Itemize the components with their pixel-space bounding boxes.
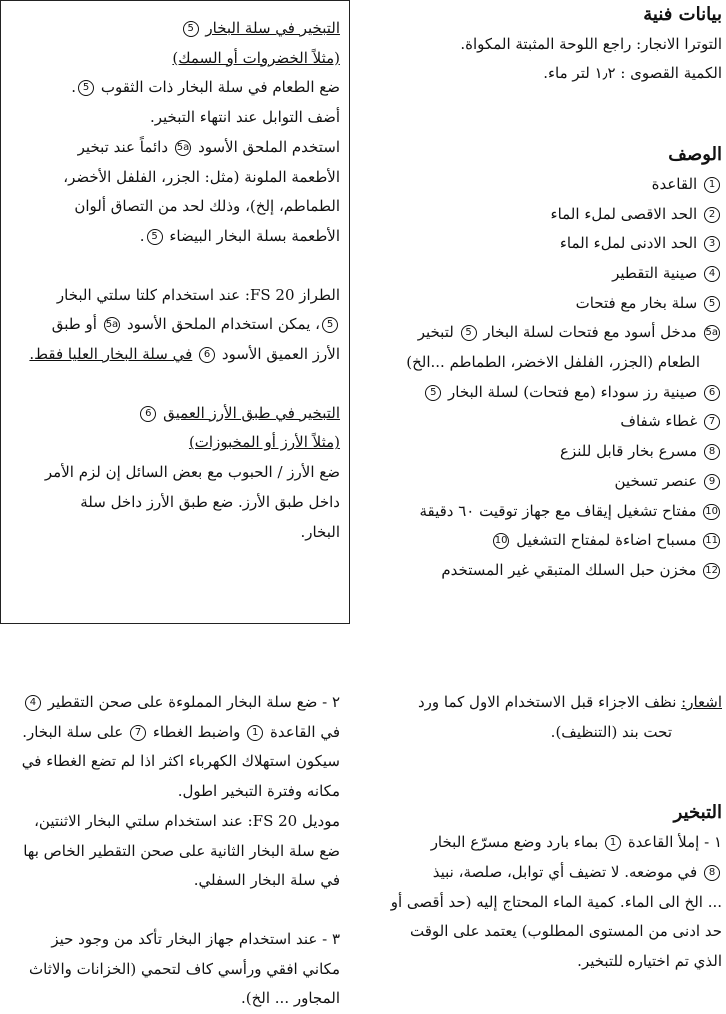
rice-bowl-title: التبخير في طبق الأرز العميق 6 bbox=[10, 399, 340, 429]
description-item: 11 مسباح اضاءة لمفتاح التشغيل 10 bbox=[494, 531, 718, 550]
technical-description-column bbox=[370, 0, 722, 586]
step-line: في سلة البخار السفلي. bbox=[193, 871, 340, 890]
description-item: 8 مسرع بخار قابل للنزع bbox=[370, 437, 722, 467]
steaming-line: 8 في موضعه. لا تضيف أي توابل، صلصة، نبيذ bbox=[380, 858, 722, 888]
box-line: داخل طبق الأرز. ضع طبق الأرز داخل سلة bbox=[80, 492, 340, 511]
step-line: في القاعدة 1 واضبط الغطاء 7 على سلة البخار. bbox=[22, 722, 340, 741]
box-line: الأرز العميق الأسود 6 في سلة البخار العليا فقط. bbox=[29, 345, 340, 364]
step-line: سيكون استهلاك الكهرباء اكثر اذا لم تضع الغطاء في bbox=[21, 752, 340, 771]
warning-steaming-column bbox=[380, 688, 722, 977]
description-title: الوصف bbox=[668, 144, 722, 166]
box-line: الأطعمة الملونة (مثل: الجزر، الفلفل الأخضر، bbox=[63, 167, 340, 186]
warning-line: اشعار: نظف الاجزاء قبل الاستخدام الاول كما ورد bbox=[417, 693, 722, 711]
steaming-line: ١ - إملأ القاعدة 1 بماء بارد وضع مسرّع البخار bbox=[430, 833, 722, 852]
description-item: 2 الحد الاقصى لملء الماء bbox=[370, 200, 722, 230]
step-line: ٢ - ضع سلة البخار المملوءة على صحن التقطير 4 bbox=[4, 688, 340, 718]
steaming-title: التبخير bbox=[673, 802, 722, 824]
steps-column bbox=[4, 688, 340, 1014]
steaming-line: حد ادنى من المستوى المطلوب) يعتمد على الوقت bbox=[410, 922, 722, 941]
warning-label: اشعار: bbox=[681, 693, 722, 711]
box-line: الطراز FS 20: عند استخدام كلتا سلتي البخار bbox=[56, 285, 340, 304]
basket-steaming-subtitle: (مثلاً الخضروات أو السمك) bbox=[172, 48, 340, 67]
tech-data-title: بيانات فنية bbox=[643, 4, 722, 25]
step-line: ضع سلة البخار الثانية على صحن التقطير الخاص بها bbox=[23, 841, 340, 860]
steaming-line: الذي تم اختياره للتبخير. bbox=[577, 951, 722, 970]
step-line: مكاني افقي ورأسي كاف لتحمي (الخزانات والاثاث bbox=[29, 959, 340, 978]
basket-steaming-title: التبخير في سلة البخار 5 bbox=[10, 14, 340, 44]
rice-bowl-subtitle: (مثلاً الأرز أو المخبوزات) bbox=[188, 433, 340, 452]
box-line: الطماطم، إلخ)، وذلك لحد من التصاق ألوان bbox=[74, 197, 340, 216]
warning-line: تحت بند (التنظيف). bbox=[550, 722, 672, 741]
box-line: الأطعمة بسلة البخار البيضاء 5. bbox=[139, 226, 340, 245]
description-item: 9 عنصر تسخين bbox=[370, 467, 722, 497]
step-line: المجاور ... الخ). bbox=[240, 989, 340, 1008]
description-item: 7 غطاء شفاف bbox=[370, 407, 722, 437]
step-line: مكانه وفترة التبخير اطول. bbox=[177, 782, 340, 801]
description-item: 3 الحد الادنى لملء الماء bbox=[370, 229, 722, 259]
box-line: استخدم الملحق الأسود 5a دائماً عند تبخير bbox=[77, 137, 340, 156]
description-item: 12 مخزن حبل السلك المتبقي غير المستخدم bbox=[441, 560, 718, 579]
box-line: البخار. bbox=[300, 522, 340, 541]
steaming-line: ... الخ الى الماء. كمية الماء المحتاج إليه (حد أقصى أو bbox=[390, 892, 722, 911]
tech-voltage: التوترا الانجار: راجع اللوحة المثبتة المكواة. bbox=[460, 34, 722, 53]
step-line: موديل FS 20: عند استخدام سلتي البخار الاثنتين، bbox=[34, 811, 340, 830]
description-item: 10 مفتاح تشغيل إيقاف مع جهاز توقيت ٦٠ دقيقة bbox=[419, 501, 718, 520]
box-line: 5، يمكن استخدام الملحق الأسود 5a أو طبق bbox=[10, 310, 340, 340]
box-line: أضف التوابل عند انتهاء التبخير. bbox=[149, 108, 340, 127]
tech-capacity: الكمية القصوى : ١٫٢ لتر ماء. bbox=[543, 64, 722, 83]
description-item: 5 سلة بخار مع فتحات bbox=[370, 289, 722, 319]
description-item: 5a مدخل أسود مع فتحات لسلة البخار 5 لتبخير bbox=[417, 323, 718, 342]
box-line: ضع الطعام في سلة البخار ذات الثقوب 5. bbox=[71, 78, 340, 97]
description-item: 6 صينية رز سوداء (مع فتحات) لسلة البخار 5 bbox=[370, 378, 722, 408]
description-item: 4 صينية التقطير bbox=[370, 259, 722, 289]
steaming-tips-text bbox=[10, 14, 340, 547]
description-item-continuation: الطعام (الجزر، الفلفل الاخضر، الطماطم ...الخ) bbox=[406, 353, 700, 372]
box-line: ضع الأرز / الحبوب مع بعض السائل إن لزم الأمر bbox=[44, 463, 340, 482]
step-line: ٣ - عند استخدام جهاز البخار تأكد من وجود حيز bbox=[51, 929, 340, 948]
description-item: 1 القاعدة bbox=[370, 170, 722, 200]
